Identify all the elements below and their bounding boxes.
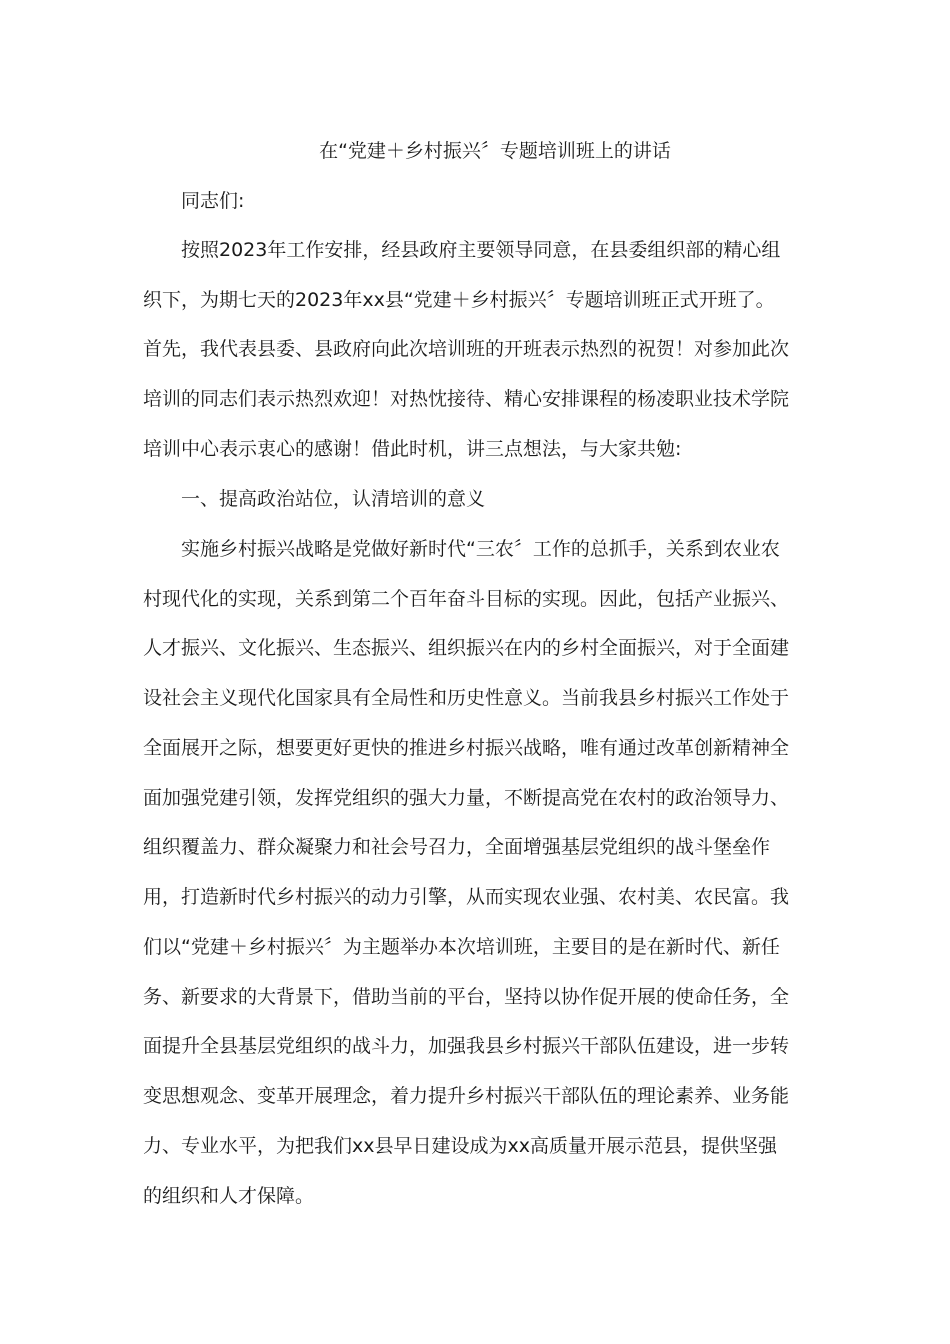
paragraph-line: 人才振兴、文化振兴、生态振兴、组织振兴在内的乡村全面振兴，对于全面建 xyxy=(143,637,790,659)
paragraph-line: 们以“党建＋乡村振兴〞为主题举办本次培训班，主要目的是在新时代、新任 xyxy=(143,936,780,958)
paragraph-line: 务、新要求的大背景下，借助当前的平台，坚持以协作促开展的使命任务，全 xyxy=(143,986,790,1008)
paragraph-line: 设社会主义现代化国家具有全局性和历史性意义。当前我县乡村振兴工作处于 xyxy=(143,687,790,709)
paragraph-line: 村现代化的实现，关系到第二个百年奋斗目标的实现。因此，包括产业振兴、 xyxy=(143,588,790,610)
paragraph-line: 力、专业水平，为把我们xx县早日建设成为xx高质量开展示范县，提供坚强 xyxy=(143,1135,777,1157)
paragraph-line: 组织覆盖力、群众凝聚力和社会号召力，全面增强基层党组织的战斗堡垒作 xyxy=(143,836,771,858)
paragraph-line: 培训的同志们表示热烈欢迎！对热忱接待、精心安排课程的杨凌职业技术学院 xyxy=(143,388,790,410)
paragraph-line: 面提升全县基层党组织的战斗力，加强我县乡村振兴干部队伍建设，进一步转 xyxy=(143,1035,790,1057)
section-heading: 一、提高政治站位，认清培训的意义 xyxy=(181,488,486,510)
paragraph-line: 培训中心表示衷心的感谢！借此时机，讲三点想法，与大家共勉: xyxy=(143,438,682,460)
paragraph-line: 实施乡村振兴战略是党做好新时代“三农〞工作的总抓手，关系到农业农 xyxy=(181,538,780,560)
paragraph-line: 首先，我代表县委、县政府向此次培训班的开班表示热烈的祝贺！对参加此次 xyxy=(143,338,790,360)
document-title: 在“党建＋乡村振兴〞专题培训班上的讲话 xyxy=(319,140,671,162)
paragraph-line: 全面展开之际，想要更好更快的推进乡村振兴战略，唯有通过改革创新精神全 xyxy=(143,737,790,759)
paragraph-line: 按照2023年工作安排，经县政府主要领导同意，在县委组织部的精心组 xyxy=(181,239,781,261)
paragraph-line: 用，打造新时代乡村振兴的动力引擎，从而实现农业强、农村美、农民富。我 xyxy=(143,886,790,908)
paragraph-line: 的组织和人才保障。 xyxy=(143,1185,315,1207)
paragraph-line: 变思想观念、变革开展理念，着力提升乡村振兴干部队伍的理论素养、业务能 xyxy=(143,1085,790,1107)
paragraph-line: 织下，为期七天的2023年xx县“党建＋乡村振兴〞专题培训班正式开班了。 xyxy=(143,289,775,311)
greeting: 同志们: xyxy=(181,190,245,212)
paragraph-line: 面加强党建引领，发挥党组织的强大力量，不断提高党在农村的政治领导力、 xyxy=(143,787,790,809)
